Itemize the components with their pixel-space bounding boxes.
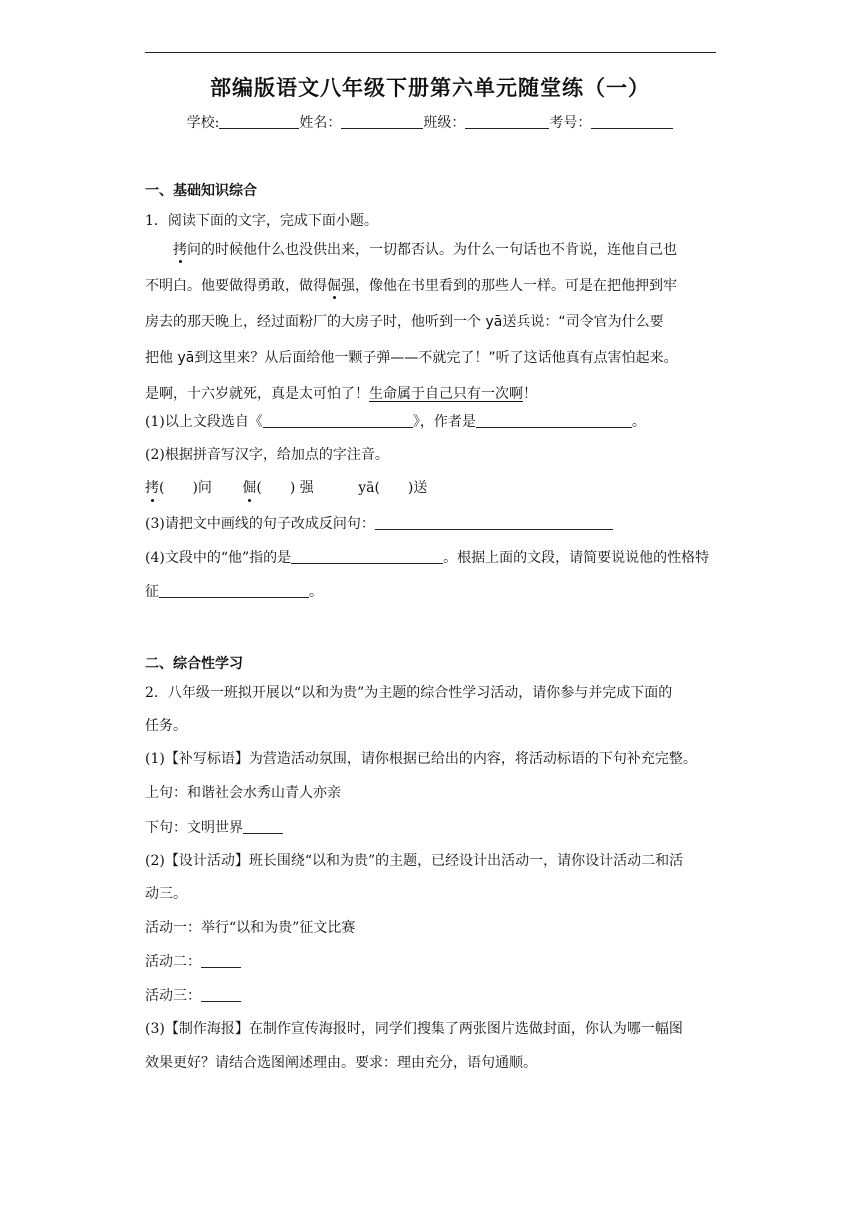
dotted-char: 拷 (173, 242, 187, 258)
book-title-blank[interactable] (263, 427, 413, 428)
subquestion-text: (3)请把文中画线的句子改成反问句： (145, 516, 375, 532)
task-3: (3)【制作海报】在制作宣传海报时，同学们搜集了两张图片选做封面，你认为哪一幅图 (145, 1021, 683, 1037)
passage-text: 是啊，十六岁就死，真是太可怕了！ (145, 386, 369, 402)
subquestion-text: 征 (145, 584, 159, 600)
pinyin-blank[interactable]: ( )问 (159, 480, 212, 496)
name-blank[interactable] (341, 128, 423, 129)
underlined-sentence: 生命属于自己只有一次啊 (369, 386, 523, 402)
pinyin-item (145, 477, 212, 497)
passage-line (145, 268, 716, 304)
subquestion-text: 。 (309, 584, 323, 600)
pinyin-item[interactable]: yā( )送 (358, 480, 428, 496)
reading-passage (145, 232, 716, 412)
question-1-stem: 1．阅读下面的文字，完成下面小题。 (145, 213, 378, 229)
section-heading-2: 二、综合性学习 (145, 656, 243, 672)
activity-3 (145, 985, 241, 1005)
task-1: (1)【补写标语】为营造活动氛围，请你根据已给出的内容，将活动标语的下句补充完整。 (145, 751, 697, 767)
subquestion-1 (145, 411, 646, 431)
student-info-line (0, 112, 860, 132)
passage-line: 房去的那天晚上，经过面粉厂的大房子时，他听到一个 yā送兵说：“司令官为什么要 (145, 314, 664, 330)
pinyin-item (242, 477, 313, 497)
page-title: 部编版语文八年级下册第六单元随堂练（一） (210, 75, 650, 100)
author-blank[interactable] (476, 427, 632, 428)
subquestion-4-cont (145, 581, 323, 601)
number-label: 考号： (549, 115, 592, 131)
class-label: 班级： (423, 115, 466, 131)
dotted-char: 倔 (242, 477, 256, 497)
pinyin-blank[interactable]: ( ) 强 (256, 480, 314, 496)
class-blank[interactable] (465, 128, 549, 129)
question-2-line: 任务。 (145, 718, 187, 734)
pinyin-row (145, 477, 427, 497)
question-2-line: 2．八年级一班拟开展以“以和为贵”为主题的综合性学习活动，请你参与并完成下面的 (145, 685, 673, 701)
slogan-lower (145, 817, 283, 837)
slogan-lower-label: 下句：文明世界 (145, 820, 243, 836)
dotted-char: 拷 (145, 477, 159, 497)
passage-text: 强，像他在书里看到的那些人一样。可是在把他押到牢 (341, 278, 677, 294)
school-label: 学校: (186, 115, 220, 131)
subquestion-text: (1)以上文段选自《 (145, 414, 263, 430)
subquestion-4 (145, 547, 709, 567)
task-2: (2)【设计活动】班长围绕“以和为贵”的主题，已经设计出活动一，请你设计活动二和活 (145, 853, 684, 869)
passage-text: 问的时候他什么也没供出来，一切都否认。为什么一句话也不肯说，连他自己也 (187, 242, 677, 258)
activity-2 (145, 951, 241, 971)
passage-line (145, 232, 716, 268)
activity-3-blank[interactable] (201, 1001, 241, 1002)
school-blank[interactable] (219, 128, 299, 129)
character-trait-blank[interactable] (159, 597, 309, 598)
subquestion-text: 》，作者是 (412, 414, 476, 430)
activity-1: 活动一：举行“以和为贵”征文比赛 (145, 920, 356, 936)
slogan-upper: 上句：和谐社会水秀山青人亦亲 (145, 785, 341, 801)
task-3-cont: 效果更好？请结合选图阐述理由。要求：理由充分，语句通顺。 (145, 1055, 537, 1071)
subquestion-2: (2)根据拼音写汉字，给加点的字注音。 (145, 447, 389, 463)
activity-2-blank[interactable] (201, 967, 241, 968)
activity-2-label: 活动二： (145, 954, 201, 970)
subquestion-text: 。根据上面的文段，请简要说说他的性格特 (443, 550, 710, 566)
number-blank[interactable] (591, 128, 673, 129)
he-refers-blank[interactable] (291, 563, 443, 564)
dotted-char: 倔 (327, 278, 341, 294)
subquestion-3 (145, 513, 613, 533)
passage-text: ！ (523, 386, 537, 402)
subquestion-text: (4)文段中的“他”指的是 (145, 550, 292, 566)
subquestion-text: 。 (631, 414, 646, 430)
passage-line: 把他 yā到这里来？从后面给他一颗子弹——不就完了！”听了这话他真有点害怕起来。 (145, 350, 678, 366)
passage-text: 不明白。他要做得勇敢，做得 (145, 278, 327, 294)
task-2-cont: 动三。 (145, 886, 187, 902)
slogan-lower-blank[interactable] (243, 833, 283, 834)
rhetorical-question-blank[interactable] (375, 529, 613, 530)
name-label: 姓名： (299, 115, 342, 131)
section-heading-1: 一、基础知识综合 (145, 183, 257, 199)
passage-line (145, 376, 716, 412)
header-rule (145, 52, 716, 53)
activity-3-label: 活动三： (145, 988, 201, 1004)
